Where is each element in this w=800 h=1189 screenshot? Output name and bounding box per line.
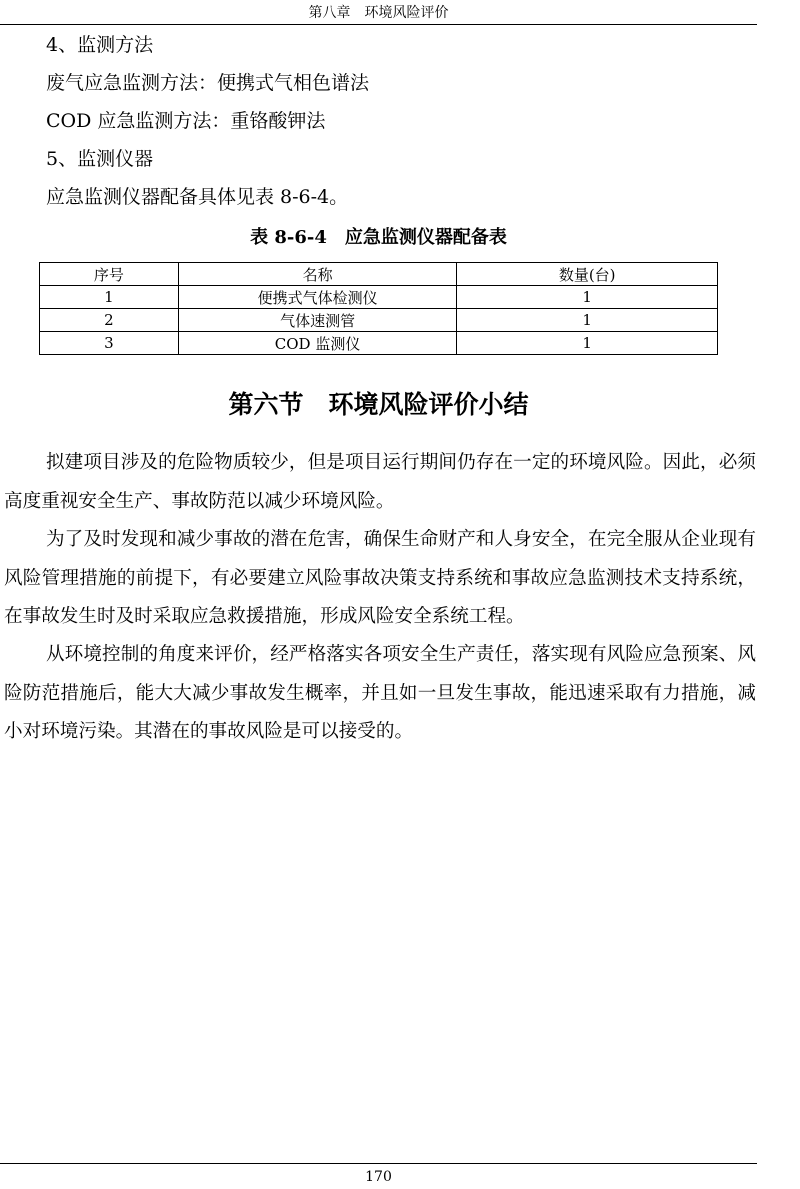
table-cell: 便携式气体检测仪 <box>178 286 457 309</box>
table-header-row <box>40 263 718 286</box>
table-reference-text: 应急监测仪器配备具体见表 8-6-4。 <box>46 186 349 208</box>
table-header-cell: 名称 <box>178 263 457 286</box>
item-heading-monitoring-instruments: 5、监测仪器 <box>46 148 154 170</box>
gas-monitoring-method: 废气应急监测方法：便携式气相色谱法 <box>46 72 370 94</box>
cod-monitoring-method: COD 应急监测方法：重铬酸钾法 <box>46 110 326 132</box>
table-cell: COD 监测仪 <box>178 332 457 355</box>
table-cell: 2 <box>40 309 179 332</box>
table-cell: 1 <box>457 332 718 355</box>
equipment-table <box>39 262 718 355</box>
table-cell: 1 <box>457 286 718 309</box>
table-cell: 1 <box>457 309 718 332</box>
header-divider <box>0 24 757 25</box>
table-header-cell: 数量(台) <box>457 263 718 286</box>
table-caption: 表 8-6-4 应急监测仪器配备表 <box>250 227 507 248</box>
item-heading-monitoring-method: 4、监测方法 <box>46 34 154 56</box>
summary-paragraph-1: 拟建项目涉及的危险物质较少，但是项目运行期间仍存在一定的环境风险。因此，必须高度重视安全生产、事故防范以减少环境风险。 <box>4 452 756 512</box>
table-header-cell: 序号 <box>40 263 179 286</box>
table-cell: 1 <box>40 286 179 309</box>
page-number: 170 <box>365 1169 392 1185</box>
section-title: 第六节 环境风险评价小结 <box>228 390 529 419</box>
summary-paragraph-2: 为了及时发现和减少事故的潜在危害，确保生命财产和人身安全，在完全服从企业现有风险管理措施的前提下，有必要建立风险事故决策支持系统和事故应急监测技术支持系统，在事故发生时及时采取应急救援措施，形成风险安全系统工程。 <box>4 529 756 627</box>
summary-paragraph-3: 从环境控制的角度来评价，经严格落实各项安全生产责任，落实现有风险应急预案、风险防范措施后，能大大减少事故发生概率，并且如一旦发生事故，能迅速采取有力措施，减小对环境污染。其潜在的事故风险是可以接受的。 <box>4 644 756 742</box>
running-header: 第八章 环境风险评价 <box>308 5 449 21</box>
footer-divider <box>0 1163 757 1164</box>
table-row <box>40 332 718 355</box>
table-cell: 气体速测管 <box>178 309 457 332</box>
table-cell: 3 <box>40 332 179 355</box>
table-row <box>40 286 718 309</box>
table-row <box>40 309 718 332</box>
